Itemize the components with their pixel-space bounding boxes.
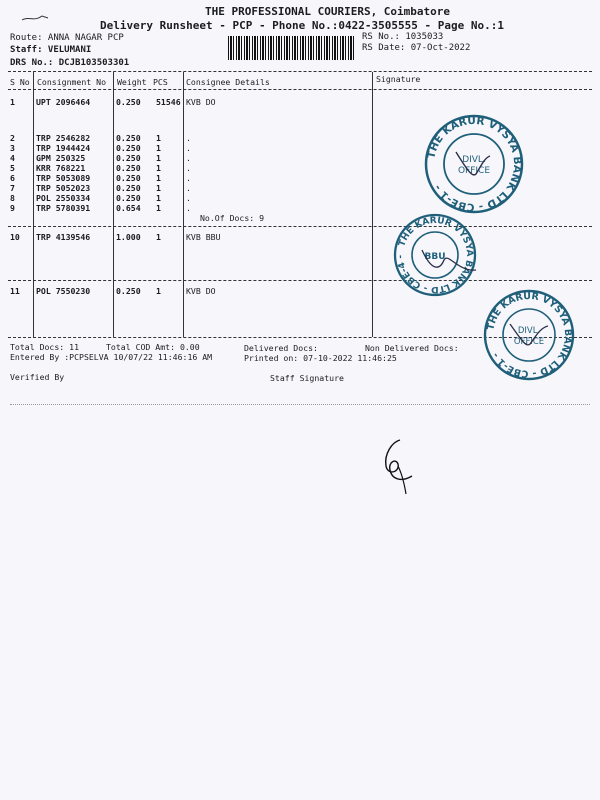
bank-stamp-icon — [482, 288, 576, 382]
row-sno: 8 — [10, 193, 15, 203]
column-rule — [372, 72, 373, 337]
col-header-signature: Signature — [376, 74, 421, 84]
row-weight: 1.000 — [116, 232, 141, 242]
row-weight: 0.654 — [116, 203, 141, 213]
non-delivered-docs: Non Delivered Docs: — [365, 343, 459, 353]
column-rule — [113, 72, 114, 337]
column-rule — [33, 72, 34, 337]
col-header-sno: S No — [10, 77, 30, 87]
row-consignment: GPM 250325 — [36, 153, 86, 163]
row-details: . — [186, 203, 191, 213]
row-details: . — [186, 143, 191, 153]
row-weight: 0.250 — [116, 183, 141, 193]
delivered-docs: Delivered Docs: — [244, 343, 318, 353]
row-details: . — [186, 153, 191, 163]
row-weight: 0.250 — [116, 173, 141, 183]
col-header-pcs: PCS — [153, 77, 168, 87]
staff-signature-label: Staff Signature — [270, 373, 344, 383]
route-label: Route: ANNA NAGAR PCP — [10, 33, 124, 43]
row-details: . — [186, 183, 191, 193]
barcode — [228, 36, 354, 60]
row-details: KVB BBU — [186, 232, 221, 242]
row-consignment: POL 2550334 — [36, 193, 91, 203]
row-consignment: TRP 5052023 — [36, 183, 91, 193]
entered-by: Entered By :PCPSELVA 10/07/22 11:46:16 AM — [10, 352, 213, 362]
printed-on: Printed on: 07-10-2022 11:46:25 — [244, 353, 397, 363]
row-weight: 0.250 — [116, 286, 141, 296]
column-rule — [183, 72, 184, 337]
row-pcs: 1 — [156, 173, 161, 183]
row-pcs: 1 — [156, 232, 161, 242]
svg-text:THE KARUR VYSYA BANK LTD - CBE: THE KARUR VYSYA BANK LTD - CBE-1 - — [485, 290, 574, 380]
row-details: . — [186, 173, 191, 183]
svg-text:THE KARUR VYSYA BANK LTD - CBE: THE KARUR VYSYA BANK LTD - CBE-4 - — [395, 215, 475, 295]
rs-date: RS Date: 07-Oct-2022 — [362, 43, 471, 53]
row-weight: 0.250 — [116, 133, 141, 143]
row-pcs: 1 — [156, 183, 161, 193]
svg-text:THE KARUR VYSYA BANK LTD - CBE: THE KARUR VYSYA BANK LTD - CBE-1 - — [425, 114, 524, 214]
handwritten-signature-icon — [378, 436, 418, 502]
row-details: . — [186, 193, 191, 203]
row-pcs: 1 — [156, 133, 161, 143]
row-sno: 5 — [10, 163, 15, 173]
row-consignment: TRP 2546282 — [36, 133, 91, 143]
svg-text:DIVL.: DIVL. — [517, 326, 541, 336]
svg-text:DIVL.: DIVL. — [462, 155, 486, 165]
row-pcs: 1 — [156, 193, 161, 203]
divider — [8, 280, 592, 281]
row-consignment: POL 7550230 — [36, 286, 91, 296]
svg-text:BBU: BBU — [424, 252, 446, 262]
bank-stamp-bbu-icon — [392, 212, 478, 298]
divider — [8, 226, 592, 227]
row-weight: 0.250 — [116, 153, 141, 163]
row-pcs: 1 — [156, 203, 161, 213]
row-sno: 6 — [10, 173, 15, 183]
verified-by: Verified By — [10, 372, 65, 382]
svg-text:OFFICE: OFFICE — [457, 166, 491, 176]
col-header-weight: Weight — [117, 77, 147, 87]
row-weight: 0.250 — [116, 163, 141, 173]
row-pcs: 1 — [156, 163, 161, 173]
row-sno: 1 — [10, 97, 15, 107]
row-pcs: 1 — [156, 143, 161, 153]
row-sno: 11 — [10, 286, 20, 296]
row-consignment: TRP 1944424 — [36, 143, 91, 153]
row-weight: 0.250 — [116, 97, 141, 107]
row-details: KVB DO — [186, 286, 216, 296]
row-pcs: 1 — [156, 286, 161, 296]
row-consignment: UPT 2096464 — [36, 97, 91, 107]
company-title: THE PROFESSIONAL COURIERS, Coimbatore — [205, 5, 451, 18]
row-consignment: TRP 4139546 — [36, 232, 91, 242]
scan-artifact — [10, 404, 590, 405]
total-cod: Total COD Amt: 0.00 — [106, 342, 200, 352]
col-header-consignment: Consignment No — [37, 77, 107, 87]
drs-number: DRS No.: DCJB103503301 — [10, 58, 130, 68]
svg-text:OFFICE: OFFICE — [513, 337, 545, 347]
runsheet-title: Delivery Runsheet - PCP - Phone No.:0422-3505555 - Page No.:1 — [100, 19, 504, 32]
row-sno: 4 — [10, 153, 15, 163]
row-sno: 7 — [10, 183, 15, 193]
total-docs: Total Docs: 11 — [10, 342, 80, 352]
row-details: KVB DO — [186, 97, 216, 107]
row-consignment: TRP 5053089 — [36, 173, 91, 183]
row-sno: 2 — [10, 133, 15, 143]
bank-stamp-icon — [422, 112, 526, 216]
row-details: . — [186, 163, 191, 173]
row-pcs: 1 — [156, 153, 161, 163]
row-sno: 9 — [10, 203, 15, 213]
divider — [8, 89, 592, 90]
staff-label: Staff: VELUMANI — [10, 45, 92, 55]
row-weight: 0.250 — [116, 143, 141, 153]
col-header-consignee: Consignee Details — [186, 77, 270, 87]
row-details: . — [186, 133, 191, 143]
row-weight: 0.250 — [116, 193, 141, 203]
scan-mark-icon — [20, 10, 50, 30]
row-pcs: 51546 — [156, 97, 181, 107]
rs-number: RS No.: 1035033 — [362, 32, 444, 42]
row-sno: 10 — [10, 232, 20, 242]
no-of-docs: No.Of Docs: 9 — [200, 213, 265, 223]
row-consignment: TRP 5780391 — [36, 203, 91, 213]
divider — [8, 71, 592, 72]
row-sno: 3 — [10, 143, 15, 153]
row-consignment: KRR 768221 — [36, 163, 86, 173]
